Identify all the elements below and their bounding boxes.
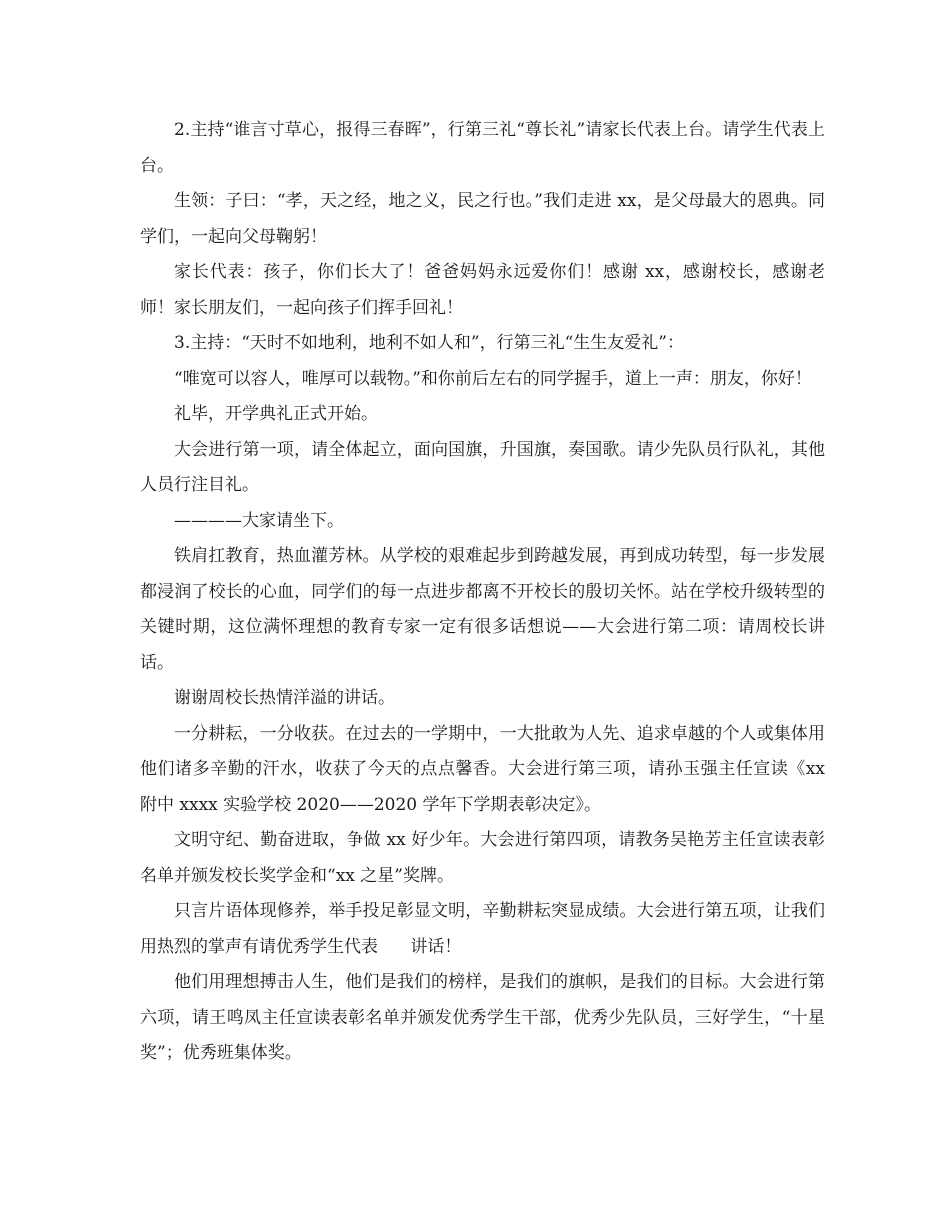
paragraph-6: 礼毕，开学典礼正式开始。 <box>174 404 378 424</box>
paragraph-14: 他们用理想搏击人生，他们是我们的榜样，是我们的旗帜，是我们的目标。大会进行第六项，请王鸣凤主任宣读表彰名单并颁发优秀学生干部，优秀少先队员，三好学生，“十星奖”；优秀班集体奖。 <box>140 972 825 1063</box>
paragraph-13: 只言片语体现修养，举手投足彰显文明，辛勤耕耘突显成绩。大会进行第五项，让我们用热烈的掌声有请优秀学生代表 讲话！ <box>140 901 825 957</box>
paragraph-11: 一分耕耘，一分收获。在过去的一学期中，一大批敢为人先、追求卓越的个人或集体用他们诸多辛勤的汗水，收获了今天的点点馨香。大会进行第三项，请孙玉强主任宣读《xx 附中 xxxx 实验学校 2020——2020 学年下学期表彰决定》。 <box>140 723 831 815</box>
paragraph-8: ————大家请坐下。 <box>174 510 344 531</box>
paragraph-12: 文明守纪、勤奋进取，争做 xx 好少年。大会进行第四项，请教务吴艳芳主任宣读表彰名单并颁发校长奖学金和“xx 之星”奖牌。 <box>140 830 825 886</box>
paragraph-10: 谢谢周校长热情洋溢的讲话。 <box>174 688 395 708</box>
document-body <box>140 113 831 1072</box>
paragraph-7: 大会进行第一项，请全体起立，面向国旗，升国旗，奏国歌。请少先队员行队礼，其他人员行注目礼。 <box>140 439 825 495</box>
paragraph-2: 生领：子曰：“孝，天之经，地之义，民之行也。”我们走进 xx，是父母最大的恩典。同学们，一起向父母鞠躬！ <box>140 191 825 247</box>
paragraph-4: 3.主持：“天时不如地利，地利不如人和”，行第三礼“生生友爱礼”： <box>174 333 684 353</box>
paragraph-9: 铁肩扛教育，热血灌芳林。从学校的艰难起步到跨越发展，再到成功转型，每一步发展都浸润了校长的心血，同学们的每一点进步都离不开校长的殷切关怀。站在学校升级转型的关键时期，这位满怀理想的教育专家一定有很多话想说——大会进行第二项：请周校长讲话。 <box>140 546 825 673</box>
paragraph-5: “唯宽可以容人，唯厚可以载物。”和你前后左右的同学握手，道上一声：朋友，你好！ <box>174 368 812 389</box>
paragraph-1: 2.主持“谁言寸草心，报得三春晖”，行第三礼“尊长礼”请家长代表上台。请学生代表上台。 <box>140 120 825 176</box>
paragraph-3: 家长代表：孩子，你们长大了！爸爸妈妈永远爱你们！感谢 xx，感谢校长，感谢老师！家长朋友们，一起向孩子们挥手回礼！ <box>140 262 825 318</box>
